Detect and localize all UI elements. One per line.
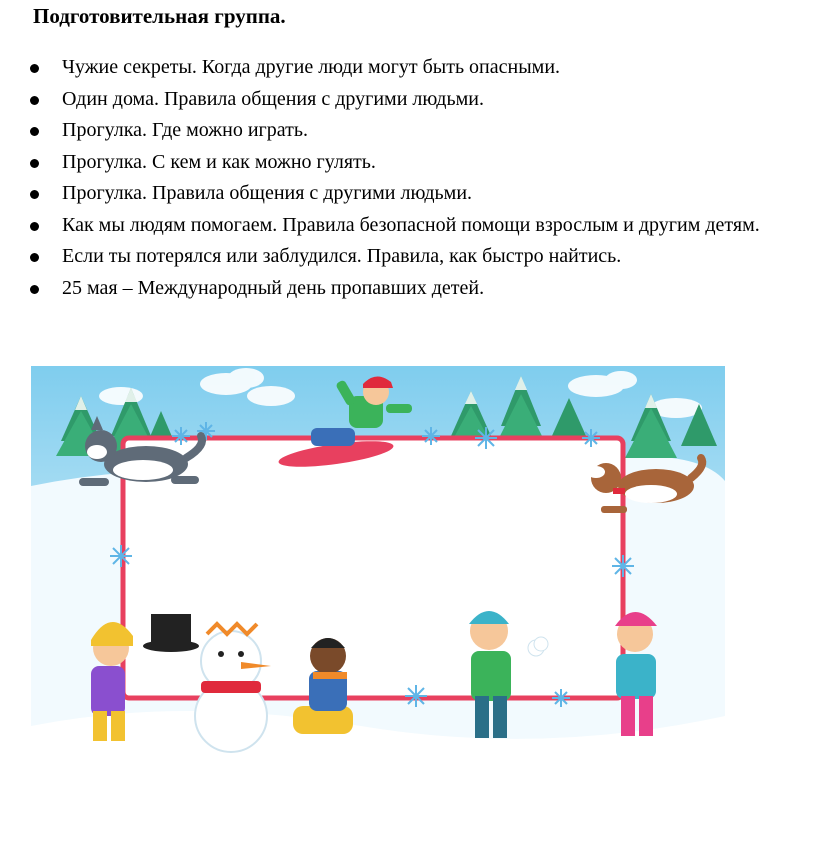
topic-text: 25 мая – Международный день пропавших детей. — [62, 276, 485, 299]
topic-text: Один дома. Правила общения с другими людьми. — [62, 87, 484, 110]
bullet-icon — [30, 253, 39, 262]
topic-item — [26, 178, 786, 210]
bullet-icon — [30, 190, 39, 199]
bullet-icon — [30, 222, 39, 231]
bullet-icon — [30, 159, 39, 168]
topic-item — [26, 84, 786, 116]
topic-item — [26, 241, 786, 273]
bullet-icon — [30, 285, 39, 294]
bullet-icon — [30, 64, 39, 73]
topic-text: Как мы людям помогаем. Правила безопасной помощи взрослым и другим детям. — [62, 213, 760, 236]
topic-item — [26, 147, 786, 179]
topic-text: Если ты потерялся или заблудился. Правила, как быстро найтись. — [62, 245, 622, 267]
picture-frame — [123, 438, 623, 698]
topic-item — [26, 52, 786, 84]
winter-kids-frame-illustration — [31, 366, 725, 784]
topic-item — [26, 115, 786, 147]
topic-item — [26, 210, 786, 242]
topic-text: Прогулка. Правила общения с другими людьми. — [62, 182, 473, 204]
topic-item — [26, 273, 786, 305]
topic-text: Прогулка. С кем и как можно гулять. — [62, 150, 376, 173]
topic-text: Чужие секреты. Когда другие люди могут быть опасными. — [62, 56, 561, 78]
page-heading: Подготовительная группа. — [33, 4, 286, 28]
topic-text: Прогулка. Где можно играть. — [62, 119, 308, 141]
topic-list — [26, 52, 786, 304]
bullet-icon — [30, 96, 39, 105]
bullet-icon — [30, 127, 39, 136]
